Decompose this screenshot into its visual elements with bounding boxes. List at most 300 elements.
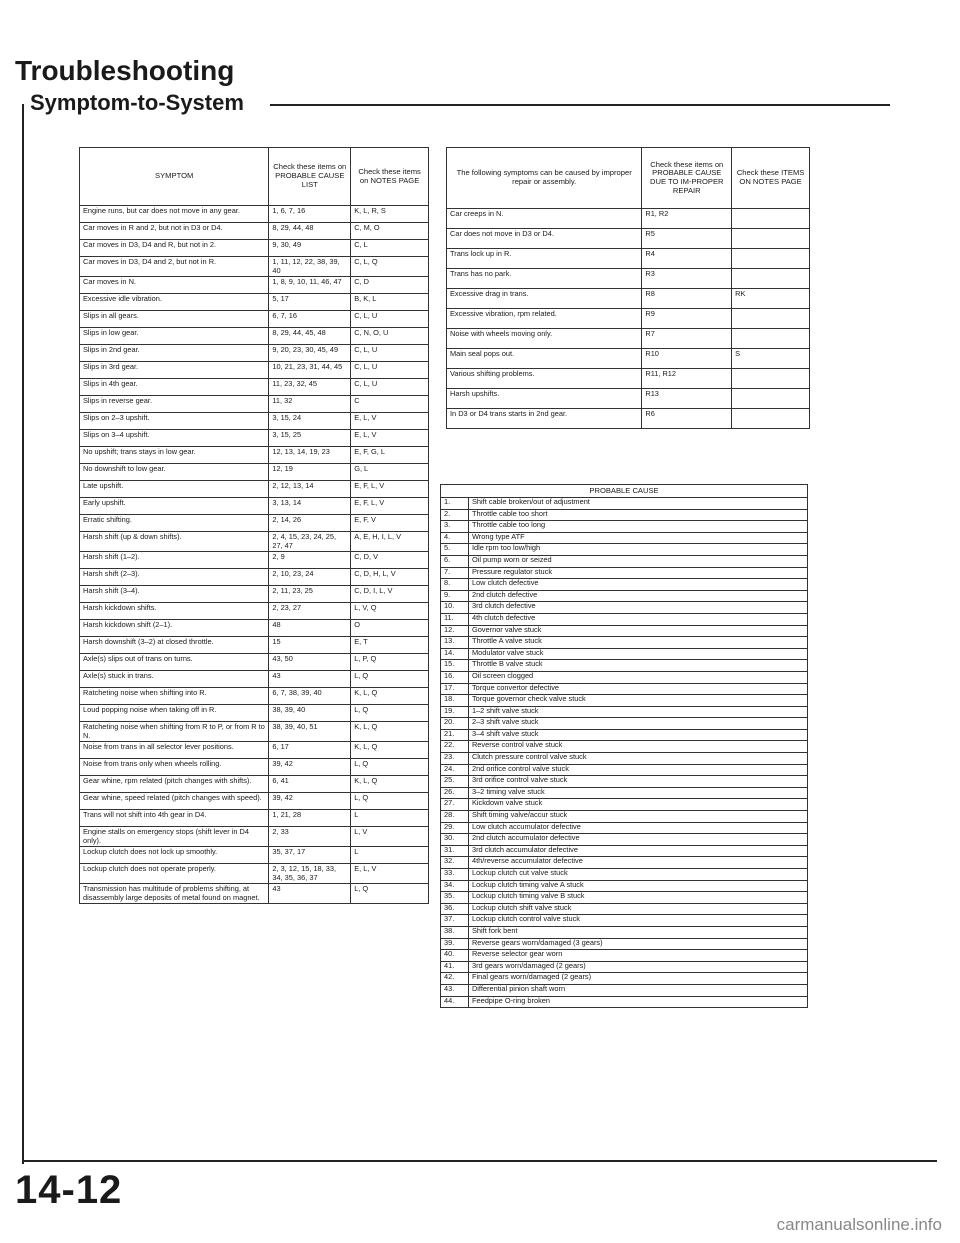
symptom-row-cell: 2, 12, 13, 14 [269,481,351,498]
cause-row-cell: 6. [441,555,469,567]
cause-row [441,880,808,892]
symptom-row-cell: 2, 23, 27 [269,603,351,620]
symptom-row-cell: 39, 42 [269,759,351,776]
symptom-row-cell: Harsh kickdown shifts. [80,603,269,620]
cause-row-cell: 32. [441,857,469,869]
symptom-row [80,515,429,532]
symptom-row-cell: 8, 29, 44, 48 [269,223,351,240]
repair-row-cell: R9 [642,309,732,329]
cause-row [441,683,808,695]
symptom-row-cell: Early upshift. [80,498,269,515]
symptom-row-cell: 11, 32 [269,396,351,413]
cause-row-cell: 2nd clutch defective [468,590,807,602]
cause-row [441,544,808,556]
cause-row [441,521,808,533]
cause-row [441,590,808,602]
repair-row-cell: R5 [642,229,732,249]
symptom-row [80,223,429,240]
cause-row-cell: Lockup clutch timing valve A stuck [468,880,807,892]
symptom-row [80,776,429,793]
repair-row-cell: Car does not move in D3 or D4. [447,229,642,249]
cause-row [441,857,808,869]
symptom-row-cell: Lockup clutch does not operate properly. [80,864,269,884]
repair-row-cell: S [732,349,810,369]
symptom-row-cell: 9, 30, 49 [269,240,351,257]
symptom-row [80,810,429,827]
cause-row [441,753,808,765]
symptom-row-cell: K, L, Q [351,688,429,705]
repair-row-cell: Excessive drag in trans. [447,289,642,309]
cause-row [441,695,808,707]
symptom-row-cell: 3, 15, 24 [269,413,351,430]
symptom-row [80,362,429,379]
cause-row-cell: Shift timing valve/accur stuck [468,811,807,823]
symptom-row-cell: Harsh kickdown shift (2–1). [80,620,269,637]
symptom-row-cell: 2, 4, 15, 23, 24, 25, 27, 47 [269,532,351,552]
cause-row-cell: Low clutch accumulator defective [468,822,807,834]
symptom-row-cell: Harsh shift (up & down shifts). [80,532,269,552]
cause-row [441,973,808,985]
repair-row-cell: R13 [642,389,732,409]
cause-row-cell: 23. [441,753,469,765]
symptom-row-cell: 12, 19 [269,464,351,481]
cause-row-cell: 43. [441,984,469,996]
cause-row-cell: 15. [441,660,469,672]
cause-row-cell: Throttle cable too short [468,509,807,521]
repair-row [447,269,810,289]
cause-row-cell: 9. [441,590,469,602]
repair-symptom-header: The following symptoms can be caused by improper repair or assembly. [447,148,642,209]
cause-row-cell: Oil screen clogged [468,671,807,683]
symptom-row-cell: 39, 42 [269,793,351,810]
cause-row-cell: Torque convertor defective [468,683,807,695]
repair-row-cell [732,329,810,349]
symptom-row-cell: K, L, Q [351,742,429,759]
symptom-row [80,620,429,637]
cause-row-cell: 24. [441,764,469,776]
cause-row-cell: 35. [441,892,469,904]
symptom-row [80,864,429,884]
notes-page-header: Check these items on NOTES PAGE [351,148,429,206]
cause-row [441,903,808,915]
cause-row-cell: 3. [441,521,469,533]
cause-row [441,660,808,672]
symptom-row [80,294,429,311]
symptom-row-cell: 38, 39, 40 [269,705,351,722]
repair-row-cell: RK [732,289,810,309]
repair-row-cell: Car creeps in N. [447,209,642,229]
cause-row-cell: Low clutch defective [468,579,807,591]
repair-row [447,289,810,309]
cause-row-cell: 18. [441,695,469,707]
cause-row-cell: Kickdown valve stuck [468,799,807,811]
symptom-row-cell: Harsh shift (1–2). [80,552,269,569]
cause-row-cell: 13. [441,637,469,649]
repair-row-cell: Noise with wheels moving only. [447,329,642,349]
symptom-row-cell: E, F, L, V [351,481,429,498]
symptom-row-cell: Trans will not shift into 4th gear in D4. [80,810,269,827]
symptom-row-cell: Slips on 3–4 upshift. [80,430,269,447]
cause-row-cell: 1. [441,498,469,510]
cause-row-cell: 38. [441,926,469,938]
symptom-row-cell: C, L, U [351,345,429,362]
symptom-row-cell: C, L, U [351,311,429,328]
repair-row [447,209,810,229]
symptom-row-cell: E, F, G, L [351,447,429,464]
repair-cause-header: Check these items on PROBABLE CAUSE DUE TO IM-PROPER REPAIR [642,148,732,209]
cause-row-cell: 36. [441,903,469,915]
cause-row-cell: 41. [441,961,469,973]
symptom-row-cell: Slips in low gear. [80,328,269,345]
cause-row-cell: 30. [441,834,469,846]
symptom-row-cell: L, P, Q [351,654,429,671]
symptom-row-cell: 6, 7, 38, 39, 40 [269,688,351,705]
cause-row-cell: 11. [441,613,469,625]
cause-row-cell: Final gears worn/damaged (2 gears) [468,973,807,985]
symptom-row [80,884,429,904]
symptom-row [80,759,429,776]
symptom-row [80,345,429,362]
cause-row [441,532,808,544]
symptom-row-cell: Lockup clutch does not lock up smoothly. [80,847,269,864]
symptom-header: SYMPTOM [80,148,269,206]
cause-row [441,613,808,625]
symptom-row-cell: 10, 21, 23, 31, 44, 45 [269,362,351,379]
symptom-row-cell: 2, 10, 23, 24 [269,569,351,586]
repair-row-cell [732,369,810,389]
cause-row [441,776,808,788]
symptom-row-cell: 6, 17 [269,742,351,759]
symptom-row-cell: 11, 23, 32, 45 [269,379,351,396]
cause-row-cell: 3–4 shift valve stuck [468,729,807,741]
probable-cause-header: Check these items on PROBABLE CAUSE LIST [269,148,351,206]
symptom-row-cell: L, Q [351,884,429,904]
symptom-row-cell: Car moves in D3, D4 and R, but not in 2. [80,240,269,257]
cause-row-cell: Reverse selector gear worn [468,950,807,962]
symptom-row-cell: Loud popping noise when taking off in R. [80,705,269,722]
cause-row-cell: 3rd clutch accumulator defective [468,845,807,857]
cause-row-cell: Shift fork bent [468,926,807,938]
header-rule [270,104,890,106]
symptom-row [80,552,429,569]
symptom-row-cell: L, Q [351,793,429,810]
cause-row-cell: Modulator valve stuck [468,648,807,660]
symptom-row-cell: 15 [269,637,351,654]
symptom-row-cell: 5, 17 [269,294,351,311]
cause-row-cell: Idle rpm too low/high [468,544,807,556]
cause-row [441,579,808,591]
cause-row-cell: 7. [441,567,469,579]
symptom-row-cell: L [351,810,429,827]
symptom-row-cell: Excessive idle vibration. [80,294,269,311]
repair-row-cell: Trans lock up in R. [447,249,642,269]
symptom-row-cell: Axle(s) stuck in trans. [80,671,269,688]
symptom-row-cell: L, V, Q [351,603,429,620]
symptom-row-cell: 12, 13, 14, 19, 23 [269,447,351,464]
cause-row [441,741,808,753]
repair-row [447,309,810,329]
symptom-row-cell: 3, 13, 14 [269,498,351,515]
symptom-row [80,705,429,722]
repair-row-cell [732,309,810,329]
symptom-row [80,688,429,705]
cause-row-cell: 2. [441,509,469,521]
symptom-row-cell: Harsh shift (2–3). [80,569,269,586]
repair-row-cell: R6 [642,409,732,429]
symptom-row-cell: Slips in all gears. [80,311,269,328]
repair-row-cell [732,229,810,249]
cause-row-cell: 17. [441,683,469,695]
cause-row-cell: Governor valve stuck [468,625,807,637]
cause-row-cell: 42. [441,973,469,985]
symptom-row [80,827,429,847]
cause-row [441,509,808,521]
symptom-row-cell: E, L, V [351,864,429,884]
cause-row-cell: 8. [441,579,469,591]
symptom-row-cell: Engine runs, but car does not move in any gear. [80,206,269,223]
symptom-row-cell: Gear whine, rpm related (pitch changes with shifts). [80,776,269,793]
cause-row-cell: 3rd gears worn/damaged (2 gears) [468,961,807,973]
symptom-row-cell: C, N, O, U [351,328,429,345]
repair-row-cell: Main seal pops out. [447,349,642,369]
repair-row-cell: Trans has no park. [447,269,642,289]
cause-row-cell: 27. [441,799,469,811]
symptom-row-cell: 8, 29, 44, 45, 48 [269,328,351,345]
symptom-row [80,277,429,294]
symptom-row-cell: Ratcheting noise when shifting into R. [80,688,269,705]
repair-row-cell: R7 [642,329,732,349]
symptom-row-cell: Car moves in R and 2, but not in D3 or D4. [80,223,269,240]
symptom-row-cell: Gear whine, speed related (pitch changes with speed). [80,793,269,810]
cause-row [441,706,808,718]
symptom-row-cell: C, M, O [351,223,429,240]
cause-row [441,555,808,567]
symptom-row [80,206,429,223]
symptom-table [79,147,429,904]
cause-row [441,834,808,846]
symptom-row-cell: 1, 11, 12, 22, 38, 39, 40 [269,257,351,277]
cause-row-cell: 2nd clutch accumulator defective [468,834,807,846]
symptom-row-cell: 2, 33 [269,827,351,847]
cause-row [441,567,808,579]
repair-row [447,329,810,349]
cause-row [441,648,808,660]
cause-row [441,950,808,962]
symptom-row-cell: Slips in reverse gear. [80,396,269,413]
cause-row-cell: 3–2 timing valve stuck [468,787,807,799]
cause-row-cell: 4th/reverse accumulator defective [468,857,807,869]
symptom-row-cell: Noise from trans in all selector lever positions. [80,742,269,759]
cause-row-cell: 2nd orifice control valve stuck [468,764,807,776]
cause-row-cell: Feedpipe O-ring broken [468,996,807,1008]
symptom-row-cell: O [351,620,429,637]
cause-row-cell: 4. [441,532,469,544]
symptom-row [80,257,429,277]
symptom-row-cell: No upshift; trans stays in low gear. [80,447,269,464]
symptom-row-cell: C [351,396,429,413]
cause-row-cell: 3rd orifice control valve stuck [468,776,807,788]
symptom-row-cell: K, L, Q [351,776,429,793]
watermark: carmanualsonline.info [776,1215,942,1234]
symptom-row-cell: 48 [269,620,351,637]
cause-row-cell: 16. [441,671,469,683]
cause-row-cell: 21. [441,729,469,741]
symptom-row [80,569,429,586]
section-subtitle: Symptom-to-System [30,90,248,116]
repair-row-cell [732,389,810,409]
symptom-row-cell: C, D, V [351,552,429,569]
symptom-row-cell: 35, 37, 17 [269,847,351,864]
symptom-row-cell: 43, 50 [269,654,351,671]
cause-row [441,869,808,881]
symptom-row-cell: E, T [351,637,429,654]
symptom-row-cell: C, L, U [351,379,429,396]
symptom-row-cell: E, L, V [351,430,429,447]
symptom-row [80,722,429,742]
cause-row-cell: 14. [441,648,469,660]
cause-row-cell: 28. [441,811,469,823]
symptom-row-cell: E, L, V [351,413,429,430]
repair-row-cell [732,409,810,429]
symptom-row-cell: C, D [351,277,429,294]
cause-row-cell: Clutch pressure control valve stuck [468,753,807,765]
symptom-row-cell: Harsh downshift (3–2) at closed throttle. [80,637,269,654]
symptom-row [80,498,429,515]
repair-row [447,389,810,409]
symptom-row-cell: Late upshift. [80,481,269,498]
symptom-row-cell: Harsh shift (3–4). [80,586,269,603]
symptom-row-cell: 6, 41 [269,776,351,793]
symptom-row [80,464,429,481]
cause-row-cell: Throttle cable too long [468,521,807,533]
symptom-row-cell: 43 [269,884,351,904]
cause-row-cell: 3rd clutch defective [468,602,807,614]
symptom-row-cell: No downshift to low gear. [80,464,269,481]
symptom-row [80,328,429,345]
symptom-row-cell: 38, 39, 40, 51 [269,722,351,742]
cause-row-cell: Wrong type ATF [468,532,807,544]
symptom-row-cell: L, Q [351,705,429,722]
symptom-row [80,379,429,396]
repair-row [447,349,810,369]
repair-row [447,249,810,269]
symptom-row-cell: L [351,847,429,864]
repair-row-cell: R11, R12 [642,369,732,389]
cause-row-cell: 20. [441,718,469,730]
symptom-row [80,413,429,430]
symptom-row-cell: Erratic shifting. [80,515,269,532]
symptom-row-cell: 2, 9 [269,552,351,569]
symptom-row-cell: Engine stalls on emergency stops (shift lever in D4 only). [80,827,269,847]
repair-row-cell: R10 [642,349,732,369]
cause-row [441,892,808,904]
symptom-row [80,637,429,654]
cause-row-cell: 34. [441,880,469,892]
cause-row-cell: 25. [441,776,469,788]
symptom-row-cell: Ratcheting noise when shifting from R to P, or from R to N. [80,722,269,742]
symptom-row-cell: Car moves in D3, D4 and 2, but not in R. [80,257,269,277]
symptom-row [80,447,429,464]
cause-row-cell: Throttle A valve stuck [468,637,807,649]
symptom-row-cell: C, L, Q [351,257,429,277]
cause-row-cell: 37. [441,915,469,927]
cause-row-cell: 40. [441,950,469,962]
cause-row-cell: Lockup clutch shift valve stuck [468,903,807,915]
cause-row [441,811,808,823]
symptom-row [80,311,429,328]
cause-row-cell: 44. [441,996,469,1008]
cause-row-cell: Lockup clutch control valve stuck [468,915,807,927]
symptom-row [80,586,429,603]
symptom-row-cell: Transmission has multitude of problems shifting, at disassembly large deposits of metal found on magnet. [80,884,269,904]
repair-row-cell: Excessive vibration, rpm related. [447,309,642,329]
symptom-row-cell: C, D, H, L, V [351,569,429,586]
symptom-row-cell: L, Q [351,759,429,776]
repair-row-cell: Harsh upshifts. [447,389,642,409]
symptom-row-cell: E, F, L, V [351,498,429,515]
symptom-row-cell: B, K, L [351,294,429,311]
cause-row [441,602,808,614]
repair-row-cell: R8 [642,289,732,309]
symptom-row [80,532,429,552]
symptom-row-cell: Car moves in N. [80,277,269,294]
symptom-row-cell: 2, 14, 26 [269,515,351,532]
symptom-row [80,481,429,498]
symptom-row [80,742,429,759]
symptom-row-cell: 1, 21, 28 [269,810,351,827]
symptom-row-cell: K, L, R, S [351,206,429,223]
symptom-row-cell: 3, 15, 25 [269,430,351,447]
cause-row [441,915,808,927]
symptom-row-cell: 2, 3, 12, 15, 18, 33, 34, 35, 36, 37 [269,864,351,884]
cause-row [441,498,808,510]
repair-row-cell: R1, R2 [642,209,732,229]
repair-row-cell: R4 [642,249,732,269]
cause-row-cell: 5. [441,544,469,556]
cause-row [441,799,808,811]
cause-row-cell: 29. [441,822,469,834]
cause-row [441,671,808,683]
cause-row-cell: 39. [441,938,469,950]
cause-row-cell: 1–2 shift valve stuck [468,706,807,718]
symptom-row [80,654,429,671]
symptom-row-cell: C, L, U [351,362,429,379]
symptom-row-cell: Slips in 4th gear. [80,379,269,396]
cause-row-cell: 19. [441,706,469,718]
cause-row-cell: Shift cable broken/out of adjustment [468,498,807,510]
symptom-row [80,396,429,413]
cause-row-cell: Pressure regulator stuck [468,567,807,579]
cause-row [441,845,808,857]
cause-row-cell: 10. [441,602,469,614]
symptom-row-cell: Noise from trans only when wheels rolling. [80,759,269,776]
cause-row-cell: 22. [441,741,469,753]
symptom-row-cell: L, Q [351,671,429,688]
cause-row [441,984,808,996]
improper-repair-table [446,147,810,429]
symptom-row-cell: Slips in 3rd gear. [80,362,269,379]
cause-row-cell: Throttle B valve stuck [468,660,807,672]
cause-row [441,625,808,637]
cause-row-cell: 31. [441,845,469,857]
cause-row-cell: 4th clutch defective [468,613,807,625]
cause-row-cell: Reverse control valve stuck [468,741,807,753]
symptom-row [80,603,429,620]
cause-row [441,729,808,741]
symptom-row-cell: E, F, V [351,515,429,532]
symptom-row-cell: Axle(s) slips out of trans on turns. [80,654,269,671]
symptom-row-cell: G, L [351,464,429,481]
